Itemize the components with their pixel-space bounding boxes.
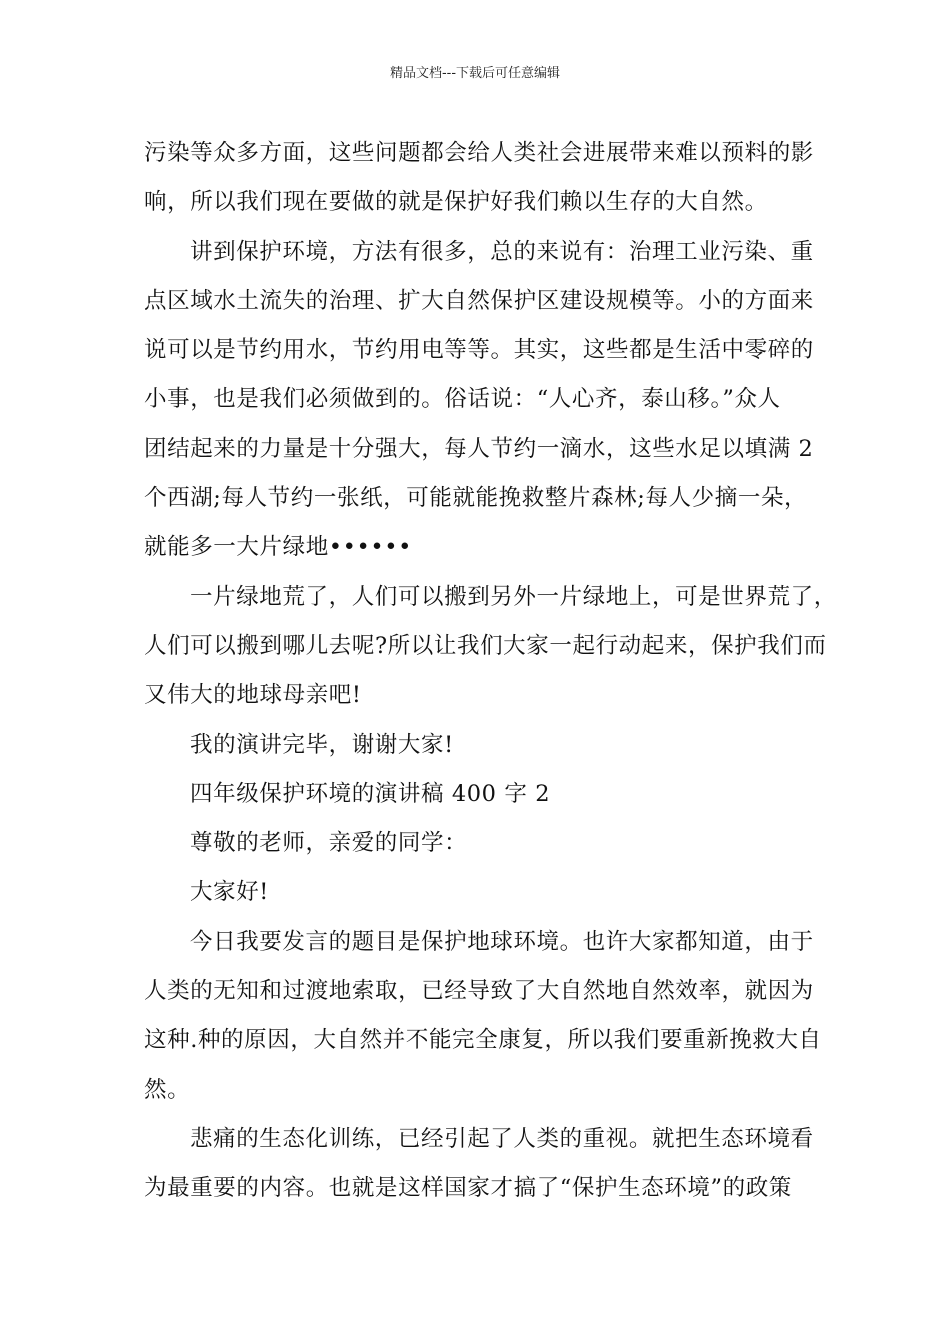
- paragraph-start-line: 今日我要发言的题目是保护地球环境。也许大家都知道，由于: [190, 928, 814, 955]
- text-line: 个西湖;每人节约一张纸，可能就能挽救整片森林;每人少摘一朵，: [144, 485, 808, 512]
- greeting-line: 大家好!: [190, 879, 269, 906]
- text-line: 人们可以搬到哪儿去呢?所以让我们大家一起行动起来，保护我们而: [144, 632, 827, 659]
- text-line: 点区域水土流失的治理、扩大自然保护区建设规模等。小的方面来: [144, 287, 814, 314]
- salutation-line: 尊敬的老师，亲爱的同学：: [190, 830, 468, 857]
- text-line: 然。: [144, 1076, 191, 1103]
- text-line: 小事，也是我们必须做到的。俗话说：“人心齐，泰山移。”众人: [144, 386, 781, 413]
- text-line: 人类的无知和过渡地索取，已经导致了大自然地自然效率，就因为: [144, 978, 814, 1005]
- text-line: 说可以是节约用水，节约用电等等。其实，这些都是生活中零碎的: [144, 337, 814, 364]
- text-line: 就能多一大片绿地••••••: [144, 534, 413, 561]
- paragraph-start-line: 悲痛的生态化训练，已经引起了人类的重视。就把生态环境看: [190, 1125, 814, 1152]
- document-body: [144, 129, 837, 1214]
- text-line: 响，所以我们现在要做的就是保护好我们赖以生存的大自然。: [144, 189, 768, 216]
- paragraph-start-line: 讲到保护环境，方法有很多，总的来说有：治理工业污染、重: [190, 238, 814, 265]
- text-line: 团结起来的力量是十分强大，每人节约一滴水，这些水足以填满 2: [144, 435, 814, 462]
- paragraph-start-line: 一片绿地荒了，人们可以搬到另外一片绿地上，可是世界荒了，: [190, 583, 837, 610]
- text-line: 又伟大的地球母亲吧!: [144, 682, 362, 709]
- section-title-line: 四年级保护环境的演讲稿 400 字 2: [190, 780, 551, 807]
- paragraph-start-line: 我的演讲完毕，谢谢大家!: [190, 731, 454, 758]
- text-line: 这种.种的原因，大自然并不能完全康复，所以我们要重新挽救大自: [144, 1027, 822, 1054]
- page-header: 精品文档---下载后可任意编辑: [389, 66, 561, 81]
- text-line: 污染等众多方面，这些问题都会给人类社会进展带来难以预料的影: [144, 140, 814, 166]
- text-line: 为最重要的内容。也就是这样国家才搞了“保护生态环境”的政策: [144, 1175, 792, 1202]
